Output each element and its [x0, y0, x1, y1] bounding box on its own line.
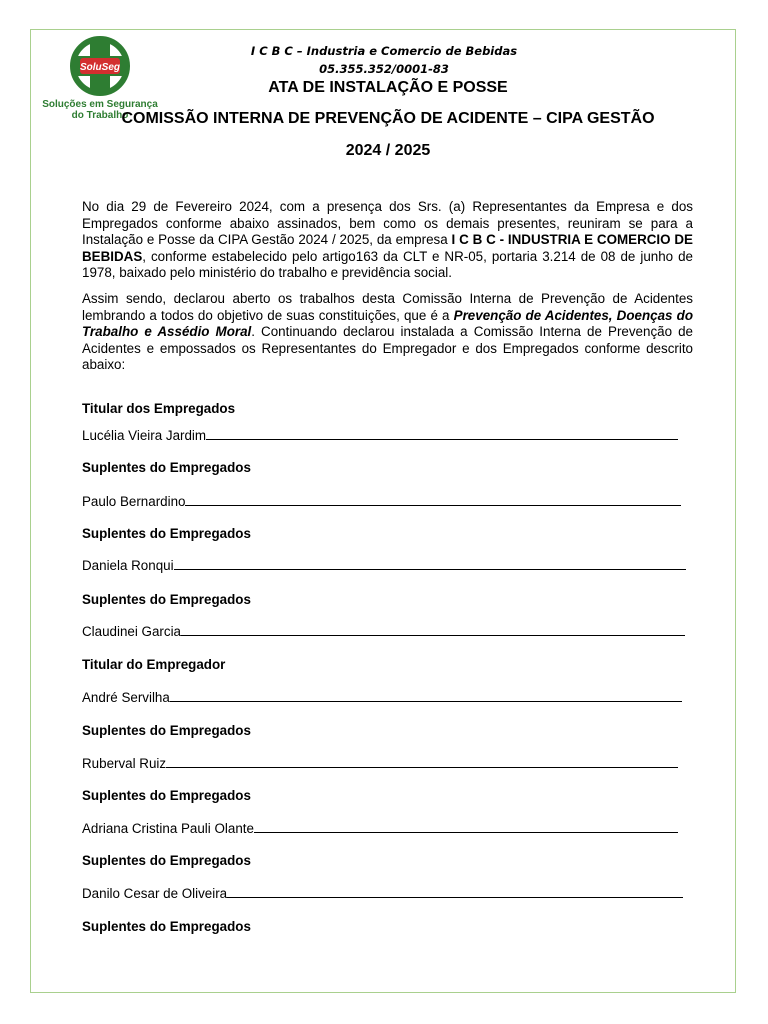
- member-role: Titular dos Empregados: [82, 401, 236, 416]
- declaration-paragraph: Assim sendo, declarou aberto os trabalhos desta Comissão Interna de Prevenção de Acidentes lembrando a todos do objetivo de suas constituições, que é a Prevenção de Acidentes, Doenças do Trabalho e Assédio Moral. Continuando declarou instalada a Comissão Interna de Prevenção de Acidentes e empossados os Representantes do Empregador e dos Empregados conforme descrito abaixo:: [82, 291, 693, 372]
- member-role: Suplentes do Empregados: [82, 723, 251, 738]
- company-cnpj: 05.355.352/0001-83: [319, 62, 449, 76]
- document-subtitle: COMISSÃO INTERNA DE PREVENÇÃO DE ACIDENTE – CIPA GESTÃO: [121, 110, 655, 127]
- logo-text: SoluSeg: [79, 62, 121, 73]
- member-role: Suplentes do Empregados: [82, 526, 251, 541]
- member-role: Suplentes do Empregados: [82, 460, 251, 475]
- emphasis-text: Prevenção de Acidentes, Doenças do Trabalho e Assédio Moral: [82, 307, 693, 339]
- member-role: Suplentes do Empregados: [82, 853, 251, 868]
- member-role: Suplentes do Empregados: [82, 592, 251, 607]
- logo-caption: Soluções em Segurança do Trabalho: [42, 99, 158, 121]
- opening-paragraph: No dia 29 de Fevereiro 2024, com a presença dos Srs. (a) Representantes da Empresa e dos Empregados conforme abaixo assinados, bem como os demais presentes, reuniram se para a Instalação e Posse da CIPA Gestão 2024 / 2025, da empresa I C B C - INDUSTRIA E COMERCIO DE BEBIDAS, conforme estabelecido pelo artigo163 da CLT e NR-05, portaria 3.214 de 08 de junho de 1978, baixado pelo ministério do trabalho e previdência social.: [82, 199, 693, 280]
- signature-line: Adriana Cristina Pauli Olante: [82, 821, 678, 836]
- signature-line: Paulo Bernardino: [82, 494, 681, 509]
- signature-line: Claudinei Garcia: [82, 624, 685, 639]
- signature-line: Ruberval Ruiz: [82, 756, 678, 771]
- member-role: Titular do Empregador: [82, 657, 226, 672]
- signature-line: Danilo Cesar de Oliveira: [82, 886, 683, 901]
- document-period: 2024 / 2025: [345, 142, 431, 159]
- page-border: [30, 29, 736, 993]
- document-title: ATA DE INSTALAÇÃO E POSSE: [268, 79, 508, 96]
- signature-line: André Servilha: [82, 690, 682, 705]
- company-bold: I C B C - INDUSTRIA E COMERCIO DE BEBIDAS: [82, 232, 693, 264]
- member-role: Suplentes do Empregados: [82, 788, 251, 803]
- company-name: I C B C – Industria e Comercio de Bebidas: [250, 44, 518, 58]
- signature-line: Daniela Ronqui: [82, 558, 686, 573]
- signature-line: Lucélia Vieira Jardim: [82, 428, 678, 443]
- member-role: Suplentes do Empregados: [82, 919, 251, 934]
